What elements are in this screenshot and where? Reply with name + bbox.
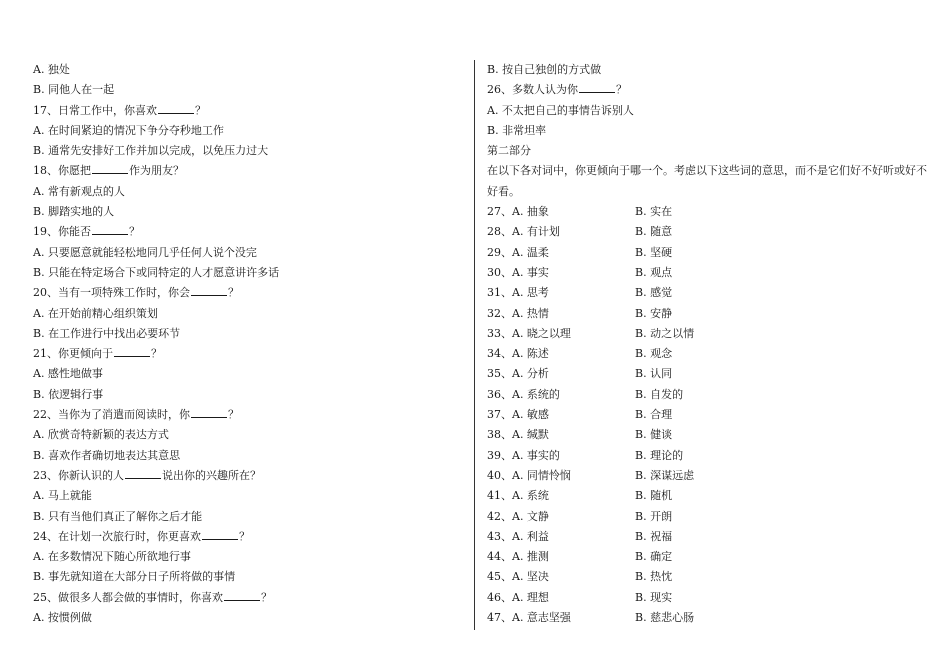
text-line xyxy=(33,121,463,141)
option-b: B. 认同 xyxy=(635,367,673,381)
line-text: 23、你新认识的人 xyxy=(33,468,124,482)
text-line xyxy=(33,547,463,567)
word-pair-row xyxy=(487,588,927,608)
text-line xyxy=(33,263,463,283)
line-text: 20、当有一项特殊工作时，你会 xyxy=(33,286,190,300)
word-pair-row xyxy=(487,283,927,303)
line-text-after: ？ xyxy=(195,103,206,117)
answer-blank[interactable] xyxy=(92,222,128,235)
line-text: B. 喜欢作者确切地表达其意思 xyxy=(33,448,181,462)
right-column xyxy=(487,60,927,628)
line-text: A. 常有新观点的人 xyxy=(33,184,125,198)
option-a: 38、A. 缄默 xyxy=(487,428,549,442)
option-b: B. 坚硬 xyxy=(635,245,673,259)
line-text-after: ？ xyxy=(129,225,140,239)
option-a: 36、A. 系统的 xyxy=(487,387,560,401)
text-line xyxy=(33,202,463,222)
line-text: 第二部分 xyxy=(487,144,531,158)
text-line xyxy=(33,567,463,587)
option-b: B. 慈悲心肠 xyxy=(635,611,695,625)
answer-blank[interactable] xyxy=(191,283,227,296)
line-text-after: ？ xyxy=(616,83,627,97)
line-text-after: ？ xyxy=(228,408,239,422)
text-line xyxy=(33,507,463,527)
answer-blank[interactable] xyxy=(191,405,227,418)
option-b: B. 健谈 xyxy=(635,428,673,442)
option-b: B. 观点 xyxy=(635,265,673,279)
line-text-after: 说出你的兴趣所在？ xyxy=(162,468,261,482)
word-pair-row xyxy=(487,324,927,344)
line-text: A. 不太把自己的事情告诉别人 xyxy=(487,103,634,117)
option-b: B. 感觉 xyxy=(635,286,673,300)
line-text: B. 按自己独创的方式做 xyxy=(487,63,602,76)
text-line xyxy=(33,364,463,384)
option-a: 33、A. 晓之以理 xyxy=(487,326,571,340)
text-line xyxy=(33,304,463,324)
answer-blank[interactable] xyxy=(92,161,128,174)
text-line xyxy=(33,182,463,202)
option-b: B. 随机 xyxy=(635,489,673,503)
word-pair-row xyxy=(487,547,927,567)
answer-blank[interactable] xyxy=(202,527,238,540)
column-divider xyxy=(474,60,475,630)
text-line xyxy=(33,608,463,628)
line-text-after: ？ xyxy=(151,347,162,361)
line-text-after: ？ xyxy=(228,286,239,300)
word-pair-row xyxy=(487,263,927,283)
answer-blank[interactable] xyxy=(114,344,150,357)
line-text: B. 在工作进行中找出必要环节 xyxy=(33,326,181,340)
answer-blank[interactable] xyxy=(579,80,615,93)
word-pairs xyxy=(487,202,927,628)
word-pair-row xyxy=(487,222,927,242)
option-a: 28、A. 有计划 xyxy=(487,225,560,239)
word-pair-row xyxy=(487,364,927,384)
option-a: 41、A. 系统 xyxy=(487,489,549,503)
line-text: B. 只有当他们真正了解你之后才能 xyxy=(33,509,203,523)
text-line xyxy=(33,141,463,161)
option-a: 42、A. 文静 xyxy=(487,509,549,523)
option-a: 34、A. 陈述 xyxy=(487,347,549,361)
line-text: 26、多数人认为你 xyxy=(487,83,578,97)
option-a: 30、A. 事实 xyxy=(487,265,549,279)
option-b: B. 合理 xyxy=(635,408,673,422)
line-text: A. 马上就能 xyxy=(33,489,92,503)
word-pair-row xyxy=(487,243,927,263)
text-line xyxy=(33,425,463,445)
line-text: B. 通常先安排好工作并加以完成，以免压力过大 xyxy=(33,144,269,158)
line-text: A. 独处 xyxy=(33,63,70,76)
text-line xyxy=(487,121,927,141)
option-b: B. 动之以情 xyxy=(635,326,695,340)
line-text: A. 欣赏奇特新颖的表达方式 xyxy=(33,428,169,442)
line-text: 19、你能否 xyxy=(33,225,91,239)
text-line xyxy=(487,141,927,161)
question-line xyxy=(33,161,463,181)
option-b: B. 深谋远虑 xyxy=(635,468,695,482)
line-text: 25、做很多人都会做的事情时，你喜欢 xyxy=(33,590,223,604)
option-b: B. 安静 xyxy=(635,306,673,320)
option-b: B. 热忱 xyxy=(635,570,673,584)
line-text: A. 在多数情况下随心所欲地行事 xyxy=(33,550,191,564)
option-b: B. 开朗 xyxy=(635,509,673,523)
option-a: 37、A. 敏感 xyxy=(487,408,549,422)
option-a: 32、A. 热情 xyxy=(487,306,549,320)
word-pair-row xyxy=(487,202,927,222)
text-line xyxy=(33,324,463,344)
word-pair-row xyxy=(487,446,927,466)
line-text-after: ？ xyxy=(261,590,272,604)
answer-blank[interactable] xyxy=(125,466,161,479)
option-b: B. 祝福 xyxy=(635,529,673,543)
option-b: B. 自发的 xyxy=(635,387,684,401)
line-text-after: 作为朋友？ xyxy=(129,164,184,178)
option-b: B. 观念 xyxy=(635,347,673,361)
option-a: 35、A. 分析 xyxy=(487,367,549,381)
answer-blank[interactable] xyxy=(224,588,260,601)
right-questions xyxy=(487,60,927,161)
option-a: 27、A. 抽象 xyxy=(487,205,549,219)
line-text: 22、当你为了消遣而阅读时，你 xyxy=(33,408,190,422)
option-b: B. 现实 xyxy=(635,590,673,604)
left-column xyxy=(33,60,463,628)
word-pair-row xyxy=(487,567,927,587)
line-text: A. 感性地做事 xyxy=(33,367,103,381)
text-line xyxy=(33,80,463,100)
word-pair-row xyxy=(487,527,927,547)
word-pair-row xyxy=(487,486,927,506)
question-line xyxy=(33,405,463,425)
line-text: B. 依逻辑行事 xyxy=(33,387,104,401)
line-text: A. 只要愿意就能轻松地同几乎任何人说个没完 xyxy=(33,245,257,259)
text-line xyxy=(487,101,927,121)
option-a: 43、A. 利益 xyxy=(487,529,549,543)
option-a: 39、A. 事实的 xyxy=(487,448,560,462)
word-pair-row xyxy=(487,608,927,628)
option-a: 47、A. 意志坚强 xyxy=(487,611,571,625)
word-pair-row xyxy=(487,405,927,425)
word-pair-row xyxy=(487,385,927,405)
word-pair-row xyxy=(487,304,927,324)
word-pair-row xyxy=(487,507,927,527)
text-line xyxy=(33,385,463,405)
question-line xyxy=(33,222,463,242)
question-line xyxy=(33,283,463,303)
option-a: 29、A. 温柔 xyxy=(487,245,549,259)
option-b: B. 理论的 xyxy=(635,448,684,462)
line-text: B. 只能在特定场合下或同特定的人才愿意讲许多话 xyxy=(33,265,280,279)
option-a: 46、A. 理想 xyxy=(487,590,549,604)
option-a: 40、A. 同情怜悯 xyxy=(487,468,571,482)
text-line xyxy=(487,60,927,80)
line-text-after: ？ xyxy=(239,529,250,543)
line-text: B. 脚踏实地的人 xyxy=(33,205,115,219)
question-line xyxy=(33,466,463,486)
line-text: A. 在开始前精心组织策划 xyxy=(33,306,158,320)
option-a: 45、A. 坚决 xyxy=(487,570,549,584)
section-instruction: 在以下各对词中，你更倾向于哪一个。考虑以下这些词的意思，而不是它们好不好听或好不好看。 xyxy=(487,164,927,198)
text-line xyxy=(33,446,463,466)
line-text: 21、你更倾向于 xyxy=(33,347,113,361)
answer-blank[interactable] xyxy=(158,101,194,114)
word-pair-row xyxy=(487,425,927,445)
line-text: B. 同他人在一起 xyxy=(33,83,115,97)
word-pair-row xyxy=(487,466,927,486)
text-line xyxy=(33,243,463,263)
line-text: B. 事先就知道在大部分日子所将做的事情 xyxy=(33,570,236,584)
option-a: 44、A. 推测 xyxy=(487,550,549,564)
question-line xyxy=(33,527,463,547)
line-text: A. 在时间紧迫的情况下争分夺秒地工作 xyxy=(33,123,224,137)
question-line xyxy=(33,588,463,608)
line-text: 24、在计划一次旅行时，你更喜欢 xyxy=(33,529,201,543)
line-text: B. 非常坦率 xyxy=(487,123,547,137)
line-text: A. 按惯例做 xyxy=(33,611,92,625)
option-b: B. 确定 xyxy=(635,550,673,564)
option-a: 31、A. 思考 xyxy=(487,286,549,300)
question-line xyxy=(487,80,927,100)
question-line xyxy=(33,344,463,364)
text-line xyxy=(33,486,463,506)
text-line xyxy=(33,60,463,80)
word-pair-row xyxy=(487,344,927,364)
line-text: 18、你愿把 xyxy=(33,164,91,178)
question-line xyxy=(33,101,463,121)
line-text: 17、日常工作中，你喜欢 xyxy=(33,103,157,117)
option-b: B. 实在 xyxy=(635,205,673,219)
option-b: B. 随意 xyxy=(635,225,673,239)
